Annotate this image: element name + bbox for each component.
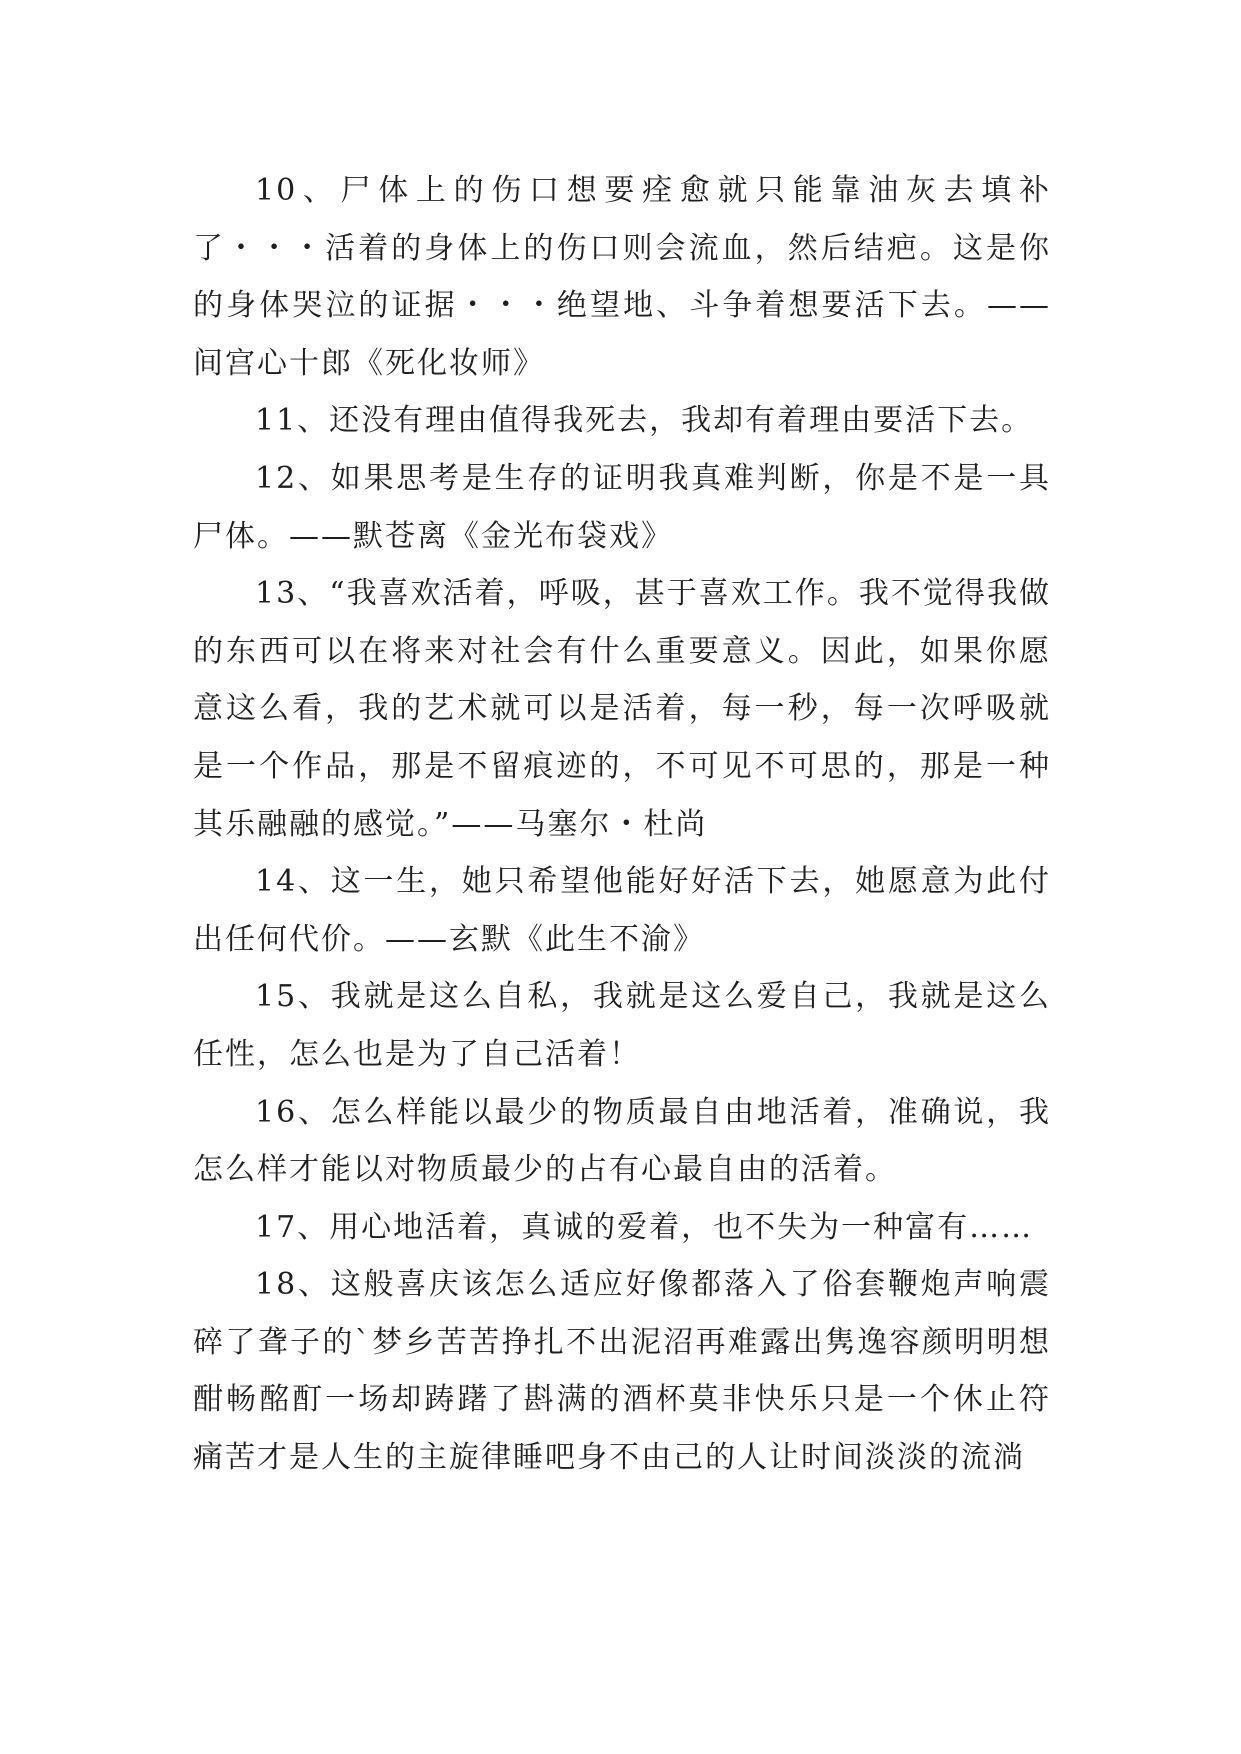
paragraph-11: 11、还没有理由值得我死去，我却有着理由要活下去。 bbox=[255, 403, 1034, 439]
paragraph-13: 13、“我喜欢活着，呼吸，甚于喜欢工作。我不觉得我做的东西可以在将来对社会有什么重要意义。因此，如果你愿意这么看，我的艺术就可以是活着，每一秒，每一次呼吸就是一个作品，那是不留痕迹的，不可见不可思的，那是一种其乐融融的感觉。”——马塞尔・杜尚 bbox=[193, 576, 1051, 842]
paragraph-15: 15、我就是这么自私，我就是这么爱自己，我就是这么任性，怎么也是为了自己活着！ bbox=[193, 979, 1051, 1072]
document-body bbox=[193, 162, 1051, 1487]
paragraph-14: 14、这一生，她只希望他能好好活下去，她愿意为此付出任何代价。——玄默《此生不渝》 bbox=[193, 864, 1051, 957]
paragraph-12: 12、如果思考是生存的证明我真难判断，你是不是一具尸体。——默苍离《金光布袋戏》 bbox=[193, 460, 1051, 554]
paragraph-16: 16、怎么样能以最少的物质最自由地活着，准确说，我怎么样才能以对物质最少的占有心最自由的活着。 bbox=[193, 1094, 1051, 1188]
paragraph-18: 18、这般喜庆该怎么适应好像都落入了俗套鞭炮声响震碎了聋子的`梦乡苦苦挣扎不出泥沼再难露出隽逸容颜明明想酣畅酩酊一场却踌躇了斟满的酒杯莫非快乐只是一个休止符痛苦才是人生的主旋律睡吧身不由己的人让时间淡淡的流淌 bbox=[193, 1267, 1051, 1476]
paragraph-17: 17、用心地活着，真诚的爱着，也不失为一种富有…… bbox=[255, 1209, 1034, 1245]
paragraph-10: 10、尸体上的伤口想要痊愈就只能靠油灰去填补了・・・活着的身体上的伤口则会流血，然后结疤。这是你的身体哭泣的证据・・・绝望地、斗争着想要活下去。——间宫心十郎《死化妆师》 bbox=[193, 173, 1051, 381]
